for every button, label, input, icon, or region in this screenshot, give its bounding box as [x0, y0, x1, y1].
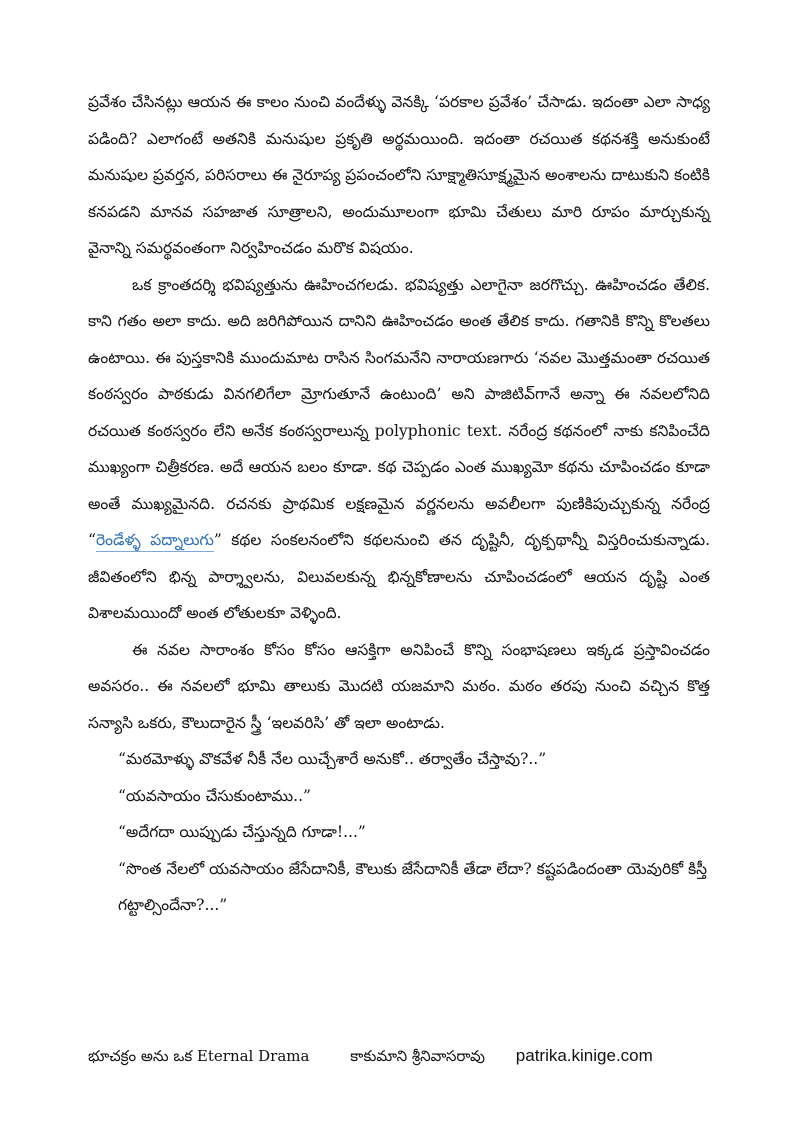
paragraph-2-text-after: ” కథల సంకలనంలోని కథలనుంచి తన దృష్టినీ, దృక్పథాన్నీ విస్తరించుకున్నాడు. జీవితంలోని భిన్న పార్శ్వాలను, విలువలకున్న భిన్నకోణాలను చూపించడంలో ఆయన దృష్టి ఎంత విశాలమయిందో అంత లోతులకూ వెళ్ళింది. — [88, 531, 710, 622]
footer-site-link[interactable]: patrika.kinige.com — [515, 1046, 653, 1065]
paragraph-1 — [88, 84, 710, 267]
dialogue-line-3: “అదేగదా యిప్పుడు చేస్తున్నది గూడా!...” — [118, 823, 366, 841]
dialogue-line-2: “యవసాయం చేసుకుంటాము..” — [118, 786, 311, 805]
dialogue-line-4: “సొంత నేలలో యవసాయం జేసేదానికీ, కౌలుకు జేసేదానికీ తేడా లేదా? కష్టపడిందంతా యెవురికో కిస్తీ గట్టాల్సిందేనా?...” — [118, 859, 708, 914]
paragraph-2 — [88, 267, 710, 632]
paragraph-3-text: ఈ నవల సారాంశం కోసం కోసం ఆసక్తిగా అనిపించే కొన్ని సంభాషణలు ఇక్కడ ప్రస్తావించడం అవసరం.. ఈ నవలలో భూమి తాలుకు మొదటి యజమాని మఠం. మఠం తరపు నుంచి వచ్చిన కొత్త సన్యాసి ఒకరు, కౌలుదారైన స్త్రీ ‘ఇలవరిసి’ తో ఇలా అంటాడు. — [88, 640, 710, 732]
quote-open-mark: “ — [88, 531, 96, 549]
paragraph-1-text: ప్రవేశం చేసినట్లు ఆయన ఈ కాలం నుంచి వందేళ్ళు వెనక్కి ‘పరకాల ప్రవేశం’ చేసాడు. ఇదంతా ఎలా సాధ్య పడింది? ఎలాగంటే అతనికి మనుషుల ప్రకృతి అర్థమయింది. ఇదంతా రచయిత కథనశక్తి అనుకుంటే మనుషుల ప్రవర్తన, పరిసరాలు ఈ నైరూప్య ప్రపంచంలోని సూక్ష్మాతిసూక్ష్మమైన అంశాలను దాటుకుని కంటికి కనపడని మానవ సహజాత సూత్రాలని, అందుమూలంగా భూమి చేతులు మారి రూపం మార్చుకున్న వైనాన్ని సమర్థవంతంగా నిర్వహించడం మరొక విషయం. — [88, 93, 710, 257]
paragraph-3 — [88, 632, 710, 742]
page-footer — [88, 1046, 718, 1069]
dialogue-line-1: “మఠమోళ్ళు వొకవేళ నీకీ నేల యిచ్చేశారే అనుకో.. తర్వాతేం చేస్తావు?..” — [118, 750, 547, 768]
book-title-link[interactable]: రెండేళ్ళ పద్నాలుగు — [96, 531, 214, 552]
footer-author: కాకుమాని శ్రీనివాసరావు — [350, 1047, 485, 1065]
paragraph-2-text: ఒక క్రాంతదర్శి భవిష్యత్తును ఊహించగలడు. భవిష్యత్తు ఎలాగైనా జరగొచ్చు. ఊహించడం తేలిక. కాని గతం అలా కాదు. అది జరిగిపోయిన దానిని ఊహించడం అంత తేలిక కాదు. గతానికి కొన్ని కొలతలు ఉంటాయి. ఈ పుస్తకానికి ముందుమాట రాసిన సింగమనేని నారాయణగారు ‘నవల మొత్తమంతా రచయిత కంఠస్వరం పాఠకుడు వినగలిగేలా మ్రోగుతూనే ఉంటుంది’ అని పాజిటివ్‌గానే అన్నా ఈ నవలలోనిది రచయిత కంఠస్వరం లేని అనేక కంఠస్వరాలున్న polyphonic text. నరేంద్ర కథనంలో నాకు కనిపించేది ముఖ్యంగా చిత్రీకరణ. అదే ఆయన బలం కూడా. కథ చెప్పడం ఎంత ముఖ్యమో కథను చూపించడం కూడా అంతే ముఖ్యమైనది. రచనకు ప్రాథమిక లక్షణమైన వర్ణనలను అవలీలగా పుణికిపుచ్చుకున్న నరేంద్ర — [88, 275, 710, 513]
article-body — [88, 84, 710, 924]
footer-book-title: భూచక్రం అను ఒక Eternal Drama — [88, 1047, 310, 1065]
